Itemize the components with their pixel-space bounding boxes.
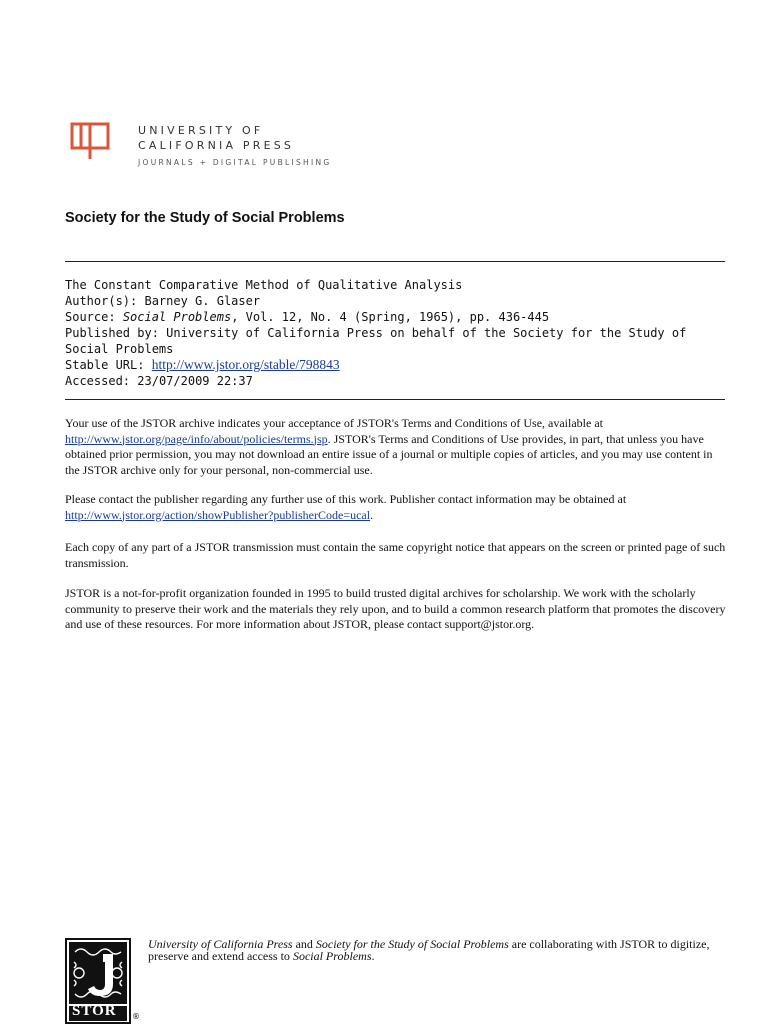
contact-text-end: .	[370, 507, 374, 522]
divider-top	[65, 261, 725, 262]
author-value: Barney G. Glaser	[144, 294, 261, 308]
article-author-line	[65, 293, 730, 309]
article-source-line	[65, 309, 730, 325]
published-label: Published by:	[65, 326, 159, 340]
source-label: Source:	[65, 310, 116, 324]
collab-society: Society for the Study of Social Problems	[315, 937, 509, 951]
stable-url-label: Stable URL:	[65, 358, 145, 372]
publisher-name-line2: CALIFORNIA PRESS	[138, 139, 295, 152]
published-value: University of California Press on behalf of the Society for the Study of Social Problems	[65, 326, 687, 356]
terms-link[interactable]: http://www.jstor.org/page/info/about/policies/terms.jsp	[65, 431, 328, 446]
jstor-seal-label: STOR	[72, 1003, 117, 1019]
collab-press: University of California Press	[148, 937, 293, 951]
collab-and: and	[292, 937, 316, 951]
source-journal: Social Problems	[122, 310, 232, 324]
accessed-label: Accessed:	[65, 374, 131, 388]
collab-end: .	[371, 949, 375, 963]
article-accessed-line	[65, 373, 730, 389]
source-details: , Vol. 12, No. 4 (Spring, 1965), pp. 436-445	[231, 310, 550, 324]
copyright-paragraph: Each copy of any part of a JSTOR transmission must contain the same copyright notice that appears on the screen or printed page of such transmission.	[65, 540, 726, 570]
article-stable-url-line	[65, 357, 730, 373]
publisher-contact-link[interactable]: http://www.jstor.org/action/showPublisher?publisherCode=ucal	[65, 507, 371, 522]
collab-journal: Social Problems	[292, 949, 372, 963]
accessed-value: 23/07/2009 22:37	[137, 374, 253, 388]
terms-text-start: Your use of the JSTOR archive indicates your acceptance of JSTOR's Terms and Conditions of Use, available at	[65, 416, 603, 430]
publisher-tagline: JOURNALS + DIGITAL PUBLISHING	[138, 158, 332, 167]
article-title: The Constant Comparative Method of Qualitative Analysis	[65, 278, 463, 292]
collaboration-notice	[148, 938, 728, 962]
article-publisher-line	[65, 325, 730, 357]
publisher-contact-paragraph	[65, 492, 730, 523]
article-metadata	[65, 277, 730, 389]
jstor-about-paragraph: JSTOR is a not-for-profit organization founded in 1995 to build trusted digital archives for scholarship. We work with the scholarly community to preserve their work and the materials they rely upon, and to build a common research platform that promotes the discovery and use of these resources. For more information about JSTOR, please contact support@jstor.org.	[65, 586, 726, 631]
terms-paragraph	[65, 416, 730, 478]
stable-url-link[interactable]: http://www.jstor.org/stable/798843	[151, 357, 340, 372]
registered-mark: ®	[132, 1012, 140, 1021]
collab-middle: are collaborating with JSTOR to digitize, preserve and extend access to	[148, 937, 710, 963]
author-label: Author(s):	[65, 294, 138, 308]
society-heading: Society for the Study of Social Problems	[65, 210, 345, 226]
ucpress-logo-icon	[70, 121, 110, 161]
terms-text-end: . JSTOR's Terms and Conditions of Use provides, in part, that unless you have obtained prior permission, you may not download an entire issue of a journal or multiple copies of articles, and you may use content in the JSTOR archive only for your personal, non-commercial use.	[65, 431, 713, 477]
divider-bottom	[65, 399, 725, 400]
contact-text: Please contact the publisher regarding any further use of this work. Publisher contact information may be obtained at	[65, 492, 627, 506]
publisher-name-line1: UNIVERSITY OF	[138, 124, 264, 137]
